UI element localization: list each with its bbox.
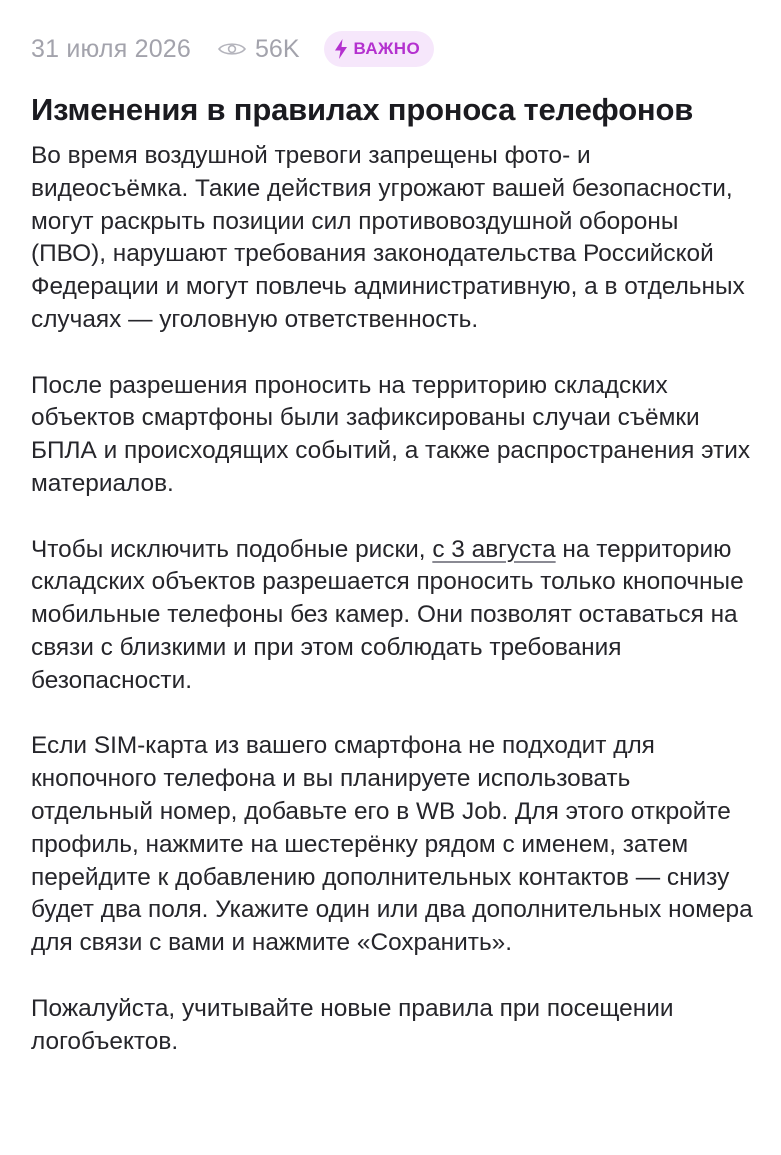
article-title: Изменения в правилах проноса телефонов bbox=[31, 92, 694, 127]
paragraph-air-raid: Во время воздушной тревоги запрещены фото- и видеосъёмка. Такие действия угрожают вашей безопасности, могут раскрыть позиции сил противовоздушной обороны (ПВО), нарушают требования законодательства Российской Федерации и могут повлечь административную, а в отдельных случаях — уголовную ответственность. bbox=[31, 142, 745, 333]
article-body bbox=[31, 140, 753, 1058]
paragraph-incidents: После разрешения проносить на территорию складских объектов смартфоны были зафиксированы случаи съёмки БПЛА и происходящих событий, а также распространения этих материалов. bbox=[31, 371, 751, 497]
paragraph-new-rule bbox=[31, 534, 753, 698]
effective-date-link[interactable]: с 3 августа bbox=[432, 535, 556, 563]
paragraph-sim-card: Если SIM-карта из вашего смартфона не подходит для кнопочного телефона и вы планируете использовать отдельный номер, добавьте его в WB Job. Для этого откройте профиль, нажмите на шестерёнку рядом с именем, затем перейдите к добавлению дополнительных контактов — снизу будет два поля. Укажите один или два дополнительных номера для связи с вами и нажмите «Сохранить». bbox=[31, 732, 753, 957]
views-counter bbox=[217, 35, 299, 64]
badge-label: ВАЖНО bbox=[353, 39, 421, 58]
paragraph-new-rule-start: Чтобы исключить подобные риски, bbox=[31, 535, 433, 563]
eye-icon bbox=[217, 40, 247, 58]
lightning-bolt-icon bbox=[334, 39, 348, 59]
important-badge bbox=[324, 31, 435, 67]
publish-date: 31 июля 2026 bbox=[31, 34, 192, 63]
paragraph-new-rule-end: на территорию складских объектов разрешается проносить только кнопочные мобильные телефоны без камер. Они позволят оставаться на связи с близкими и при этом соблюдать требования безопасности. bbox=[31, 535, 744, 694]
article-meta bbox=[31, 30, 753, 68]
paragraph-closing: Пожалуйста, учитывайте новые правила при посещении логобъектов. bbox=[31, 994, 674, 1055]
views-count: 56K bbox=[255, 34, 300, 63]
